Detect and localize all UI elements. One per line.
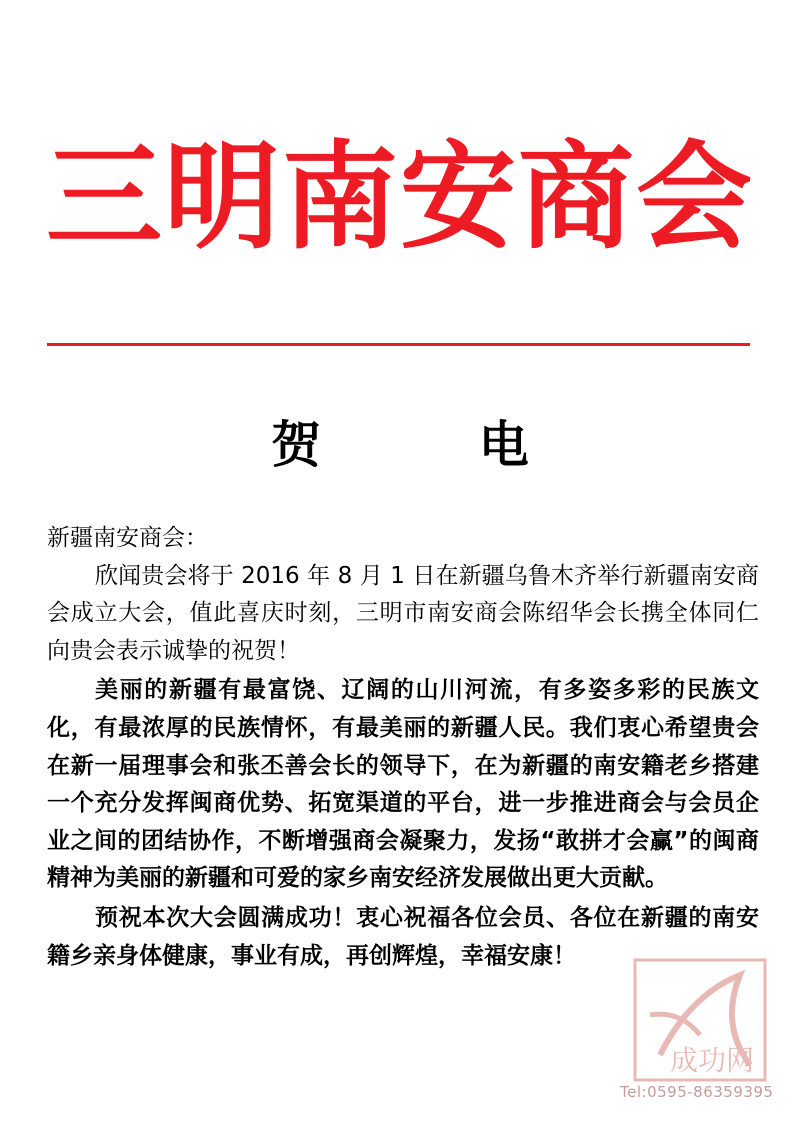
letter-body <box>47 520 759 975</box>
paragraph-wishes: 美丽的新疆有最富饶、辽阔的山川河流，有多姿多彩的民族文化，有最浓厚的民族情怀，有最美丽的新疆人民。我们衷心希望贵会在新一届理事会和张丕善会长的领导下，在为新疆的南安籍老乡搭建一个充分发挥闽商优势、拓宽渠道的平台，进一步推进商会与会员企业之间的团结协作，不断增强商会凝聚力，发扬“敢拼才会赢”的闽商精神为美丽的新疆和可爱的家乡南安经济发展做出更大贡献。 <box>47 677 759 892</box>
paragraph-announcement: 欣闻贵会将于 2016 年 8 月 1 日在新疆乌鲁木齐举行新疆南安商会成立大会，值此喜庆时刻，三明市南安商会陈绍华会长携全体同仁向贵会表示诚挚的祝贺！ <box>47 562 759 664</box>
watermark-logo <box>630 955 770 1085</box>
document-title: 贺 电 <box>271 416 599 474</box>
header-divider <box>47 343 750 346</box>
watermark-phone: Tel:0595-86359395 <box>620 1083 774 1101</box>
watermark-logo-text: 成功网 <box>670 1044 755 1077</box>
org-name-heading: 三明南安商会 <box>46 130 754 265</box>
salutation: 新疆南安商会： <box>47 525 208 551</box>
paragraph-blessing: 预祝本次大会圆满成功！衷心祝福各位会员、各位在新疆的南安籍乡亲身体健康，事业有成，再创辉煌，幸福安康！ <box>47 904 759 969</box>
